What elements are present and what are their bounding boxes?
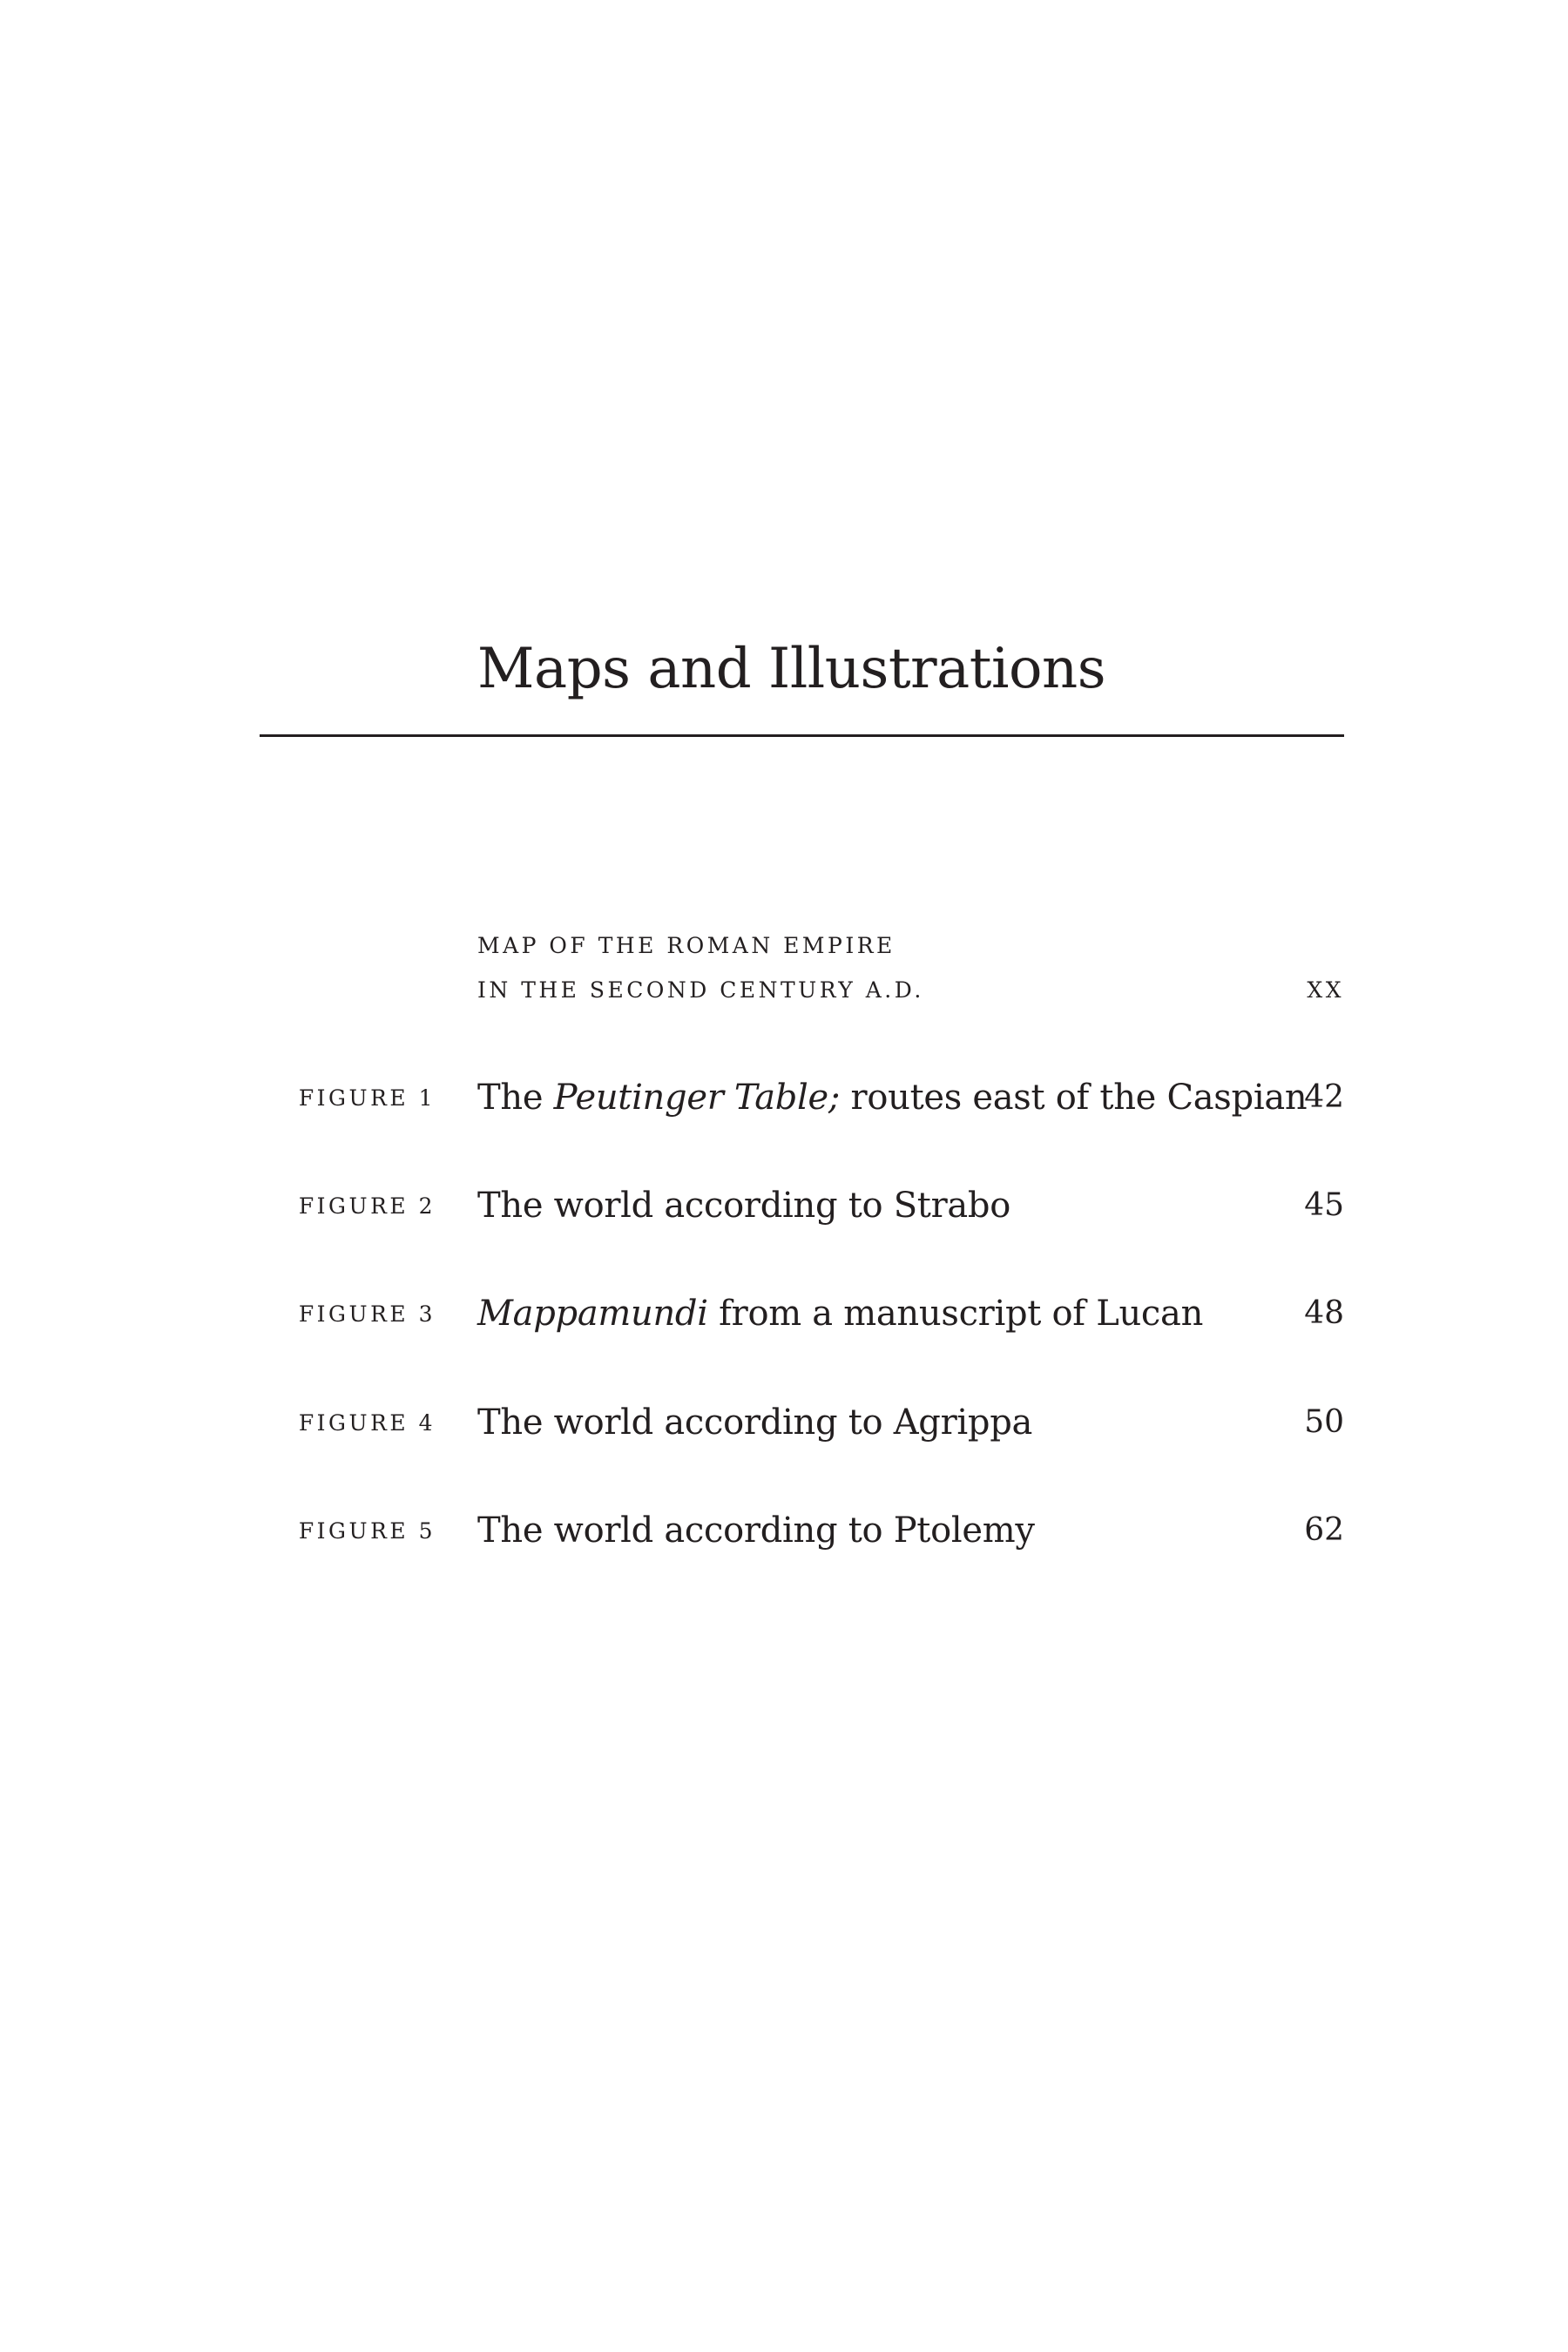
- figure-title-text: The world according to Agrippa: [477, 1402, 1033, 1443]
- figure-page-number: 45: [1304, 1187, 1344, 1223]
- figure-page-number: 62: [1304, 1512, 1344, 1548]
- figure-page-number: 50: [1304, 1404, 1344, 1440]
- figure-5-entry: [0, 1506, 1568, 1558]
- figure-label: FIGURE 4: [298, 1410, 436, 1436]
- figure-title: [477, 1073, 1307, 1122]
- figure-title-italic: Peutinger Table;: [553, 1078, 841, 1118]
- figure-title-italic: Mappamundi: [477, 1294, 708, 1334]
- figure-2-entry: [0, 1181, 1568, 1233]
- figure-4-entry: [0, 1398, 1568, 1450]
- map-entry-title-line-2: IN THE SECOND CENTURY A.D.: [477, 977, 924, 1003]
- figure-title: [477, 1181, 1010, 1230]
- figure-title: [477, 1289, 1203, 1338]
- map-entry-title-line-1: MAP OF THE ROMAN EMPIRE: [477, 933, 896, 958]
- title-rule: [260, 734, 1344, 737]
- figure-label: FIGURE 3: [298, 1301, 436, 1327]
- figure-title-text: routes east of the Caspian: [840, 1078, 1308, 1118]
- figure-title-text: The world according to Ptolemy: [477, 1511, 1035, 1551]
- figure-title-text: from a manuscript of Lucan: [707, 1294, 1204, 1334]
- figure-title-text: The world according to Strabo: [477, 1186, 1011, 1226]
- figure-title: [477, 1506, 1035, 1555]
- figure-3-entry: [0, 1289, 1568, 1342]
- figure-1-entry: [0, 1073, 1568, 1125]
- page-title: Maps and Illustrations: [477, 637, 1106, 701]
- figure-label: FIGURE 2: [298, 1193, 436, 1219]
- figure-page-number: 48: [1304, 1295, 1344, 1331]
- figure-page-number: 42: [1304, 1079, 1344, 1115]
- map-entry-page-number: XX: [1307, 977, 1344, 1003]
- figure-title-text: The: [477, 1078, 554, 1118]
- figure-label: FIGURE 5: [298, 1518, 436, 1544]
- figure-title: [477, 1398, 1032, 1447]
- figure-label: FIGURE 1: [298, 1085, 436, 1111]
